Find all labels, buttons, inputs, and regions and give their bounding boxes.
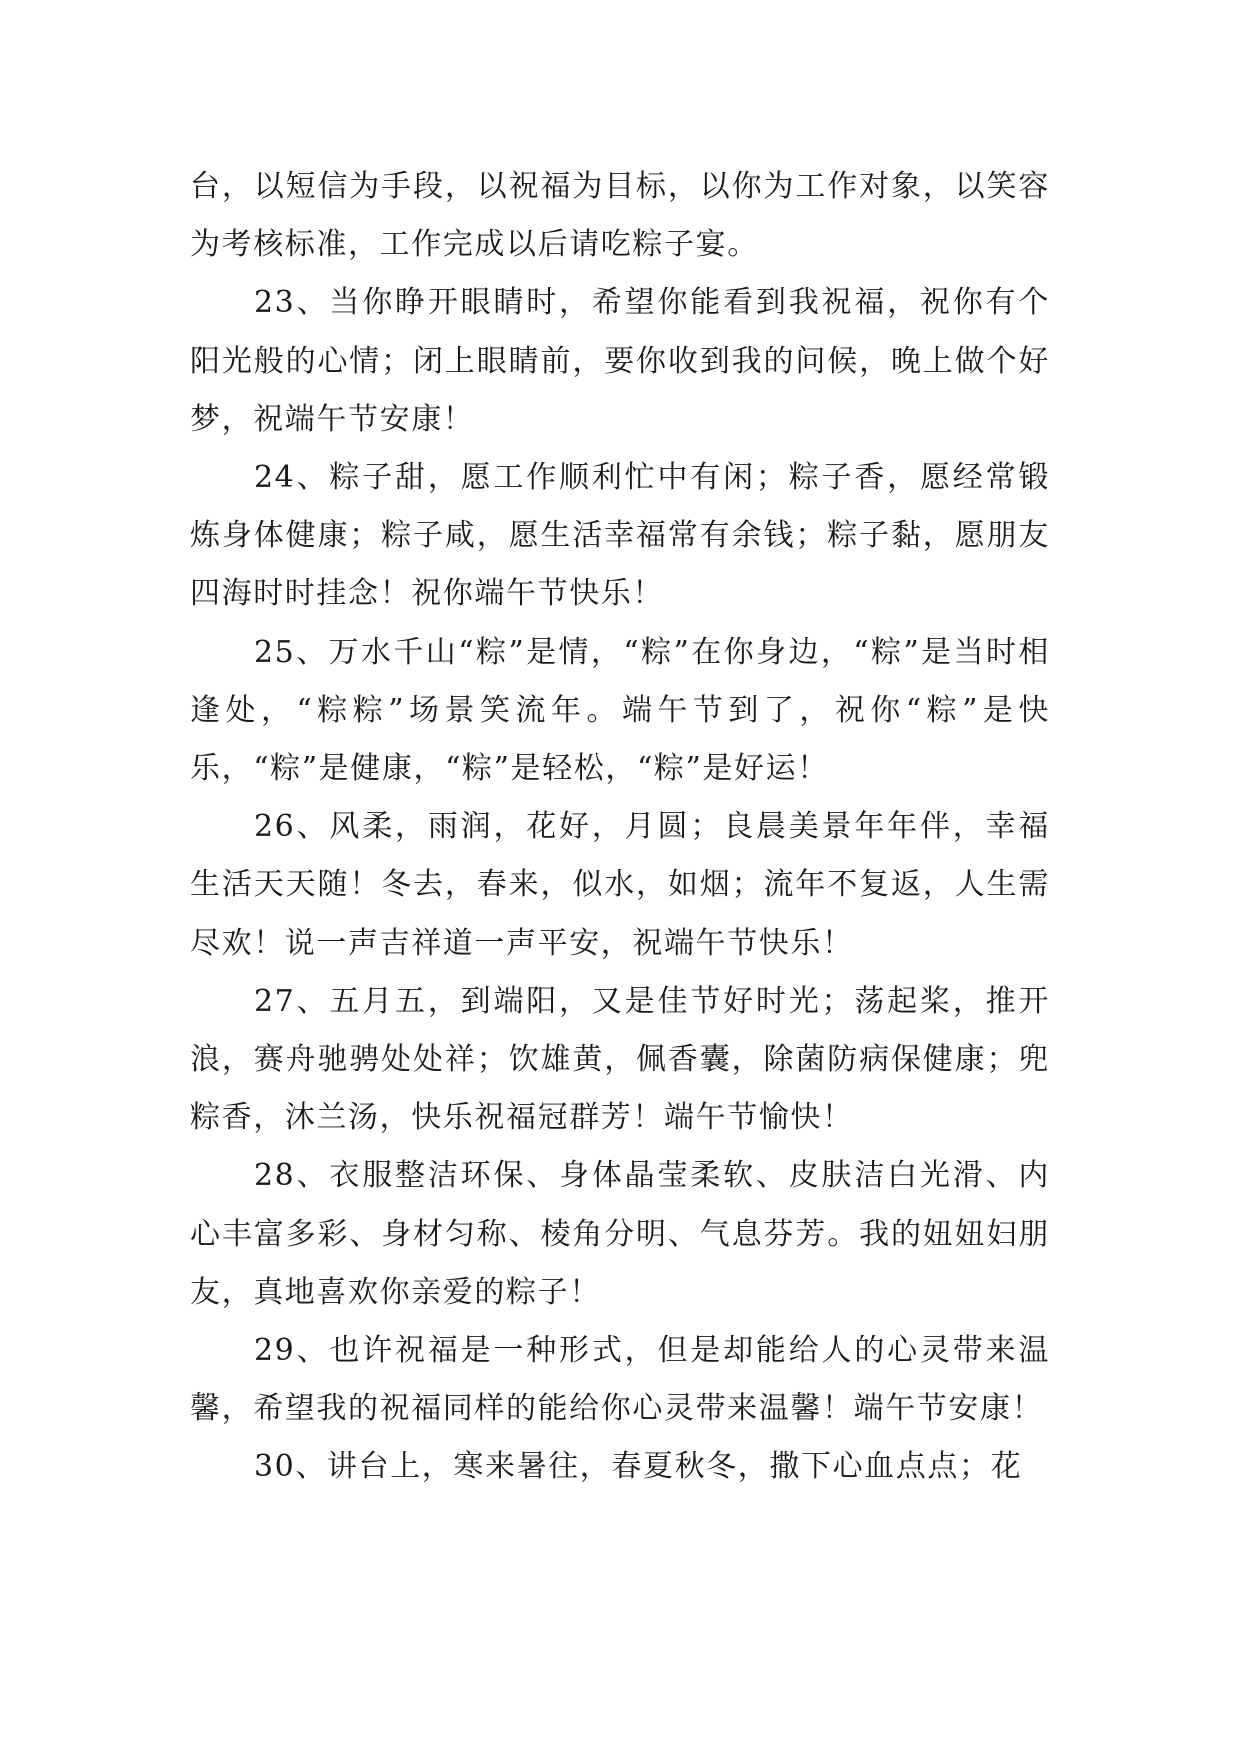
paragraph-28: 28、衣服整洁环保、身体晶莹柔软、皮肤洁白光滑、内心丰富多彩、身材匀称、棱角分明、气息芬芳。我的妞妞妇朋友，真地喜欢你亲爱的粽子！ [190,1158,1050,1310]
paragraph-30: 30、讲台上，寒来暑往，春夏秋冬，撒下心血点点；花 [254,1449,1023,1485]
paragraph-continued: 台，以短信为手段，以祝福为目标，以你为工作对象，以笑容为考核标准，工作完成以后请吃粽子宴。 [190,169,1050,263]
paragraph-26: 26、风柔，雨润，花好，月圆；良晨美景年年伴，幸福生活天天随！冬去，春来，似水，如烟；流年不复返，人生需尽欢！说一声吉祥道一声平安，祝端午节快乐！ [190,809,1050,961]
paragraph-27: 27、五月五，到端阳，又是佳节好时光；荡起桨，推开浪，赛舟驰骋处处祥；饮雄黄，佩香囊，除菌防病保健康；兜粽香，沐兰汤，快乐祝福冠群芳！端午节愉快！ [190,983,1050,1136]
paragraph-25: 25、万水千山“粽”是情，“粽”在你身边，“粽”是当时相逢处，“粽粽”场景笑流年。端午节到了，祝你“粽”是快乐，“粽”是健康，“粽”是轻松，“粽”是好运！ [190,634,1050,787]
paragraph-24: 24、粽子甜，愿工作顺利忙中有闲；粽子香，愿经常锻炼身体健康；粽子咸，愿生活幸福常有余钱；粽子黏，愿朋友四海时时挂念！祝你端午节快乐！ [190,460,1050,612]
document-body [190,158,1050,1497]
paragraph-23: 23、当你睁开眼睛时，希望你能看到我祝福，祝你有个阳光般的心情；闭上眼睛前，要你收到我的问候，晚上做个好梦，祝端午节安康！ [190,285,1050,437]
paragraph-29: 29、也许祝福是一种形式，但是却能给人的心灵带来温馨，希望我的祝福同样的能给你心灵带来温馨！端午节安康！ [190,1333,1050,1427]
